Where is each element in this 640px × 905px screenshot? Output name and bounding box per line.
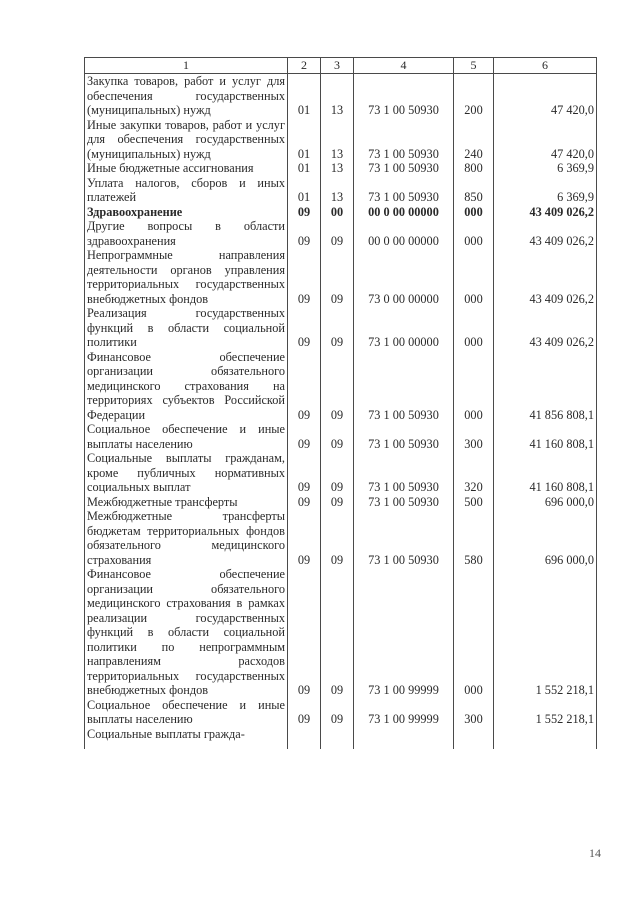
table-header-row (85, 58, 597, 74)
row-amount: 1 552 218,1 (494, 567, 597, 698)
row-expense-type: 000 (454, 248, 494, 306)
row-name: Реализация государственных функций в области социальной политики (85, 306, 288, 350)
row-subsection-code: 09 (321, 567, 354, 698)
row-target-code: 00 0 00 00000 (354, 219, 454, 248)
row-name: Здравоохранение (85, 205, 288, 220)
row-subsection-code: 09 (321, 422, 354, 451)
table-row (85, 161, 597, 176)
row-name: Закупка товаров, работ и услуг для обеспечения государственных (муниципальных) нужд (85, 74, 288, 118)
row-subsection-code: 09 (321, 306, 354, 350)
row-name: Социальное обеспечение и иные выплаты населению (85, 698, 288, 727)
table-row (85, 205, 597, 220)
row-name: Уплата налогов, сборов и иных платежей (85, 176, 288, 205)
table-row (85, 350, 597, 423)
row-expense-type: 000 (454, 350, 494, 423)
row-expense-type: 000 (454, 306, 494, 350)
table-row (85, 509, 597, 567)
row-name: Иные закупки товаров, работ и услуг для обеспечения государственных (муниципальных) нужд (85, 118, 288, 162)
row-target-code (354, 727, 454, 749)
row-expense-type: 800 (454, 161, 494, 176)
row-expense-type: 000 (454, 567, 494, 698)
row-section-code: 09 (288, 509, 321, 567)
row-amount: 43 409 026,2 (494, 306, 597, 350)
row-name: Межбюджетные трансферты бюджетам территориальных фондов обязательного медицинского страхования (85, 509, 288, 567)
row-target-code: 73 1 00 50930 (354, 350, 454, 423)
row-target-code: 73 1 00 50930 (354, 74, 454, 118)
row-section-code: 09 (288, 306, 321, 350)
budget-table (84, 57, 597, 749)
row-amount: 41 160 808,1 (494, 451, 597, 495)
row-target-code: 73 1 00 99999 (354, 567, 454, 698)
row-target-code: 73 1 00 50930 (354, 176, 454, 205)
row-amount: 43 409 026,2 (494, 219, 597, 248)
row-name: Социальные выплаты гражданам, кроме публичных нормативных социальных выплат (85, 451, 288, 495)
row-subsection-code: 09 (321, 451, 354, 495)
row-amount: 41 856 808,1 (494, 350, 597, 423)
row-name: Иные бюджетные ассигнования (85, 161, 288, 176)
row-section-code: 01 (288, 118, 321, 162)
row-subsection-code: 00 (321, 205, 354, 220)
row-expense-type: 500 (454, 495, 494, 510)
row-expense-type: 300 (454, 698, 494, 727)
row-section-code: 09 (288, 567, 321, 698)
row-subsection-code (321, 727, 354, 749)
row-target-code: 73 1 00 50930 (354, 509, 454, 567)
row-section-code: 09 (288, 698, 321, 727)
table-row (85, 306, 597, 350)
table-row (85, 567, 597, 698)
row-amount: 43 409 026,2 (494, 248, 597, 306)
row-target-code: 73 1 00 50930 (354, 451, 454, 495)
row-expense-type: 850 (454, 176, 494, 205)
column-number-1: 1 (85, 58, 288, 74)
row-section-code: 01 (288, 176, 321, 205)
table-row (85, 248, 597, 306)
table-row (85, 422, 597, 451)
row-subsection-code: 13 (321, 161, 354, 176)
row-expense-type: 000 (454, 219, 494, 248)
row-amount: 47 420,0 (494, 118, 597, 162)
row-target-code: 73 1 00 50930 (354, 161, 454, 176)
column-number-6: 6 (494, 58, 597, 74)
table-row (85, 176, 597, 205)
row-amount: 696 000,0 (494, 509, 597, 567)
row-amount: 47 420,0 (494, 74, 597, 118)
row-section-code: 09 (288, 495, 321, 510)
table-row-continued (85, 727, 597, 749)
column-number-4: 4 (354, 58, 454, 74)
row-name: Финансовое обеспечение организации обязательного медицинского страхования на территориях субъектов Российской Федерации (85, 350, 288, 423)
row-subsection-code: 13 (321, 118, 354, 162)
row-subsection-code: 09 (321, 698, 354, 727)
row-subsection-code: 09 (321, 248, 354, 306)
row-expense-type: 200 (454, 74, 494, 118)
row-section-code: 09 (288, 219, 321, 248)
row-name: Социальные выплаты гражда- (85, 727, 288, 749)
row-target-code: 00 0 00 00000 (354, 205, 454, 220)
row-section-code: 01 (288, 161, 321, 176)
column-number-2: 2 (288, 58, 321, 74)
table-row (85, 219, 597, 248)
row-target-code: 73 1 00 50930 (354, 495, 454, 510)
row-amount: 43 409 026,2 (494, 205, 597, 220)
row-expense-type (454, 727, 494, 749)
row-amount (494, 727, 597, 749)
row-subsection-code: 09 (321, 509, 354, 567)
row-section-code: 09 (288, 451, 321, 495)
row-amount: 41 160 808,1 (494, 422, 597, 451)
row-name: Финансовое обеспечение организации обязательного медицинского страхования в рамках реализации государственных функций в области социальной политики по непрограммным направлениям расходов территориальных государственных внебюджетных фондов (85, 567, 288, 698)
row-amount: 6 369,9 (494, 176, 597, 205)
row-expense-type: 000 (454, 205, 494, 220)
page-number: 14 (589, 846, 601, 860)
row-name: Другие вопросы в области здравоохранения (85, 219, 288, 248)
row-subsection-code: 09 (321, 495, 354, 510)
row-name: Непрограммные направления деятельности органов управления территориальных государственных внебюджетных фондов (85, 248, 288, 306)
row-expense-type: 240 (454, 118, 494, 162)
table-row (85, 451, 597, 495)
row-section-code: 09 (288, 422, 321, 451)
row-amount: 696 000,0 (494, 495, 597, 510)
row-target-code: 73 0 00 00000 (354, 248, 454, 306)
row-target-code: 73 1 00 99999 (354, 698, 454, 727)
row-subsection-code: 09 (321, 219, 354, 248)
row-expense-type: 300 (454, 422, 494, 451)
row-expense-type: 580 (454, 509, 494, 567)
table-row (85, 495, 597, 510)
table-row (85, 118, 597, 162)
row-section-code: 09 (288, 205, 321, 220)
row-target-code: 73 1 00 00000 (354, 306, 454, 350)
row-subsection-code: 13 (321, 176, 354, 205)
row-subsection-code: 09 (321, 350, 354, 423)
row-name: Межбюджетные трансферты (85, 495, 288, 510)
row-section-code: 01 (288, 74, 321, 118)
row-target-code: 73 1 00 50930 (354, 118, 454, 162)
row-subsection-code: 13 (321, 74, 354, 118)
column-number-5: 5 (454, 58, 494, 74)
row-expense-type: 320 (454, 451, 494, 495)
row-amount: 1 552 218,1 (494, 698, 597, 727)
table-row (85, 74, 597, 118)
row-amount: 6 369,9 (494, 161, 597, 176)
table-row (85, 698, 597, 727)
row-section-code: 09 (288, 248, 321, 306)
row-name: Социальное обеспечение и иные выплаты населению (85, 422, 288, 451)
row-section-code: 09 (288, 350, 321, 423)
row-section-code (288, 727, 321, 749)
row-target-code: 73 1 00 50930 (354, 422, 454, 451)
column-number-3: 3 (321, 58, 354, 74)
